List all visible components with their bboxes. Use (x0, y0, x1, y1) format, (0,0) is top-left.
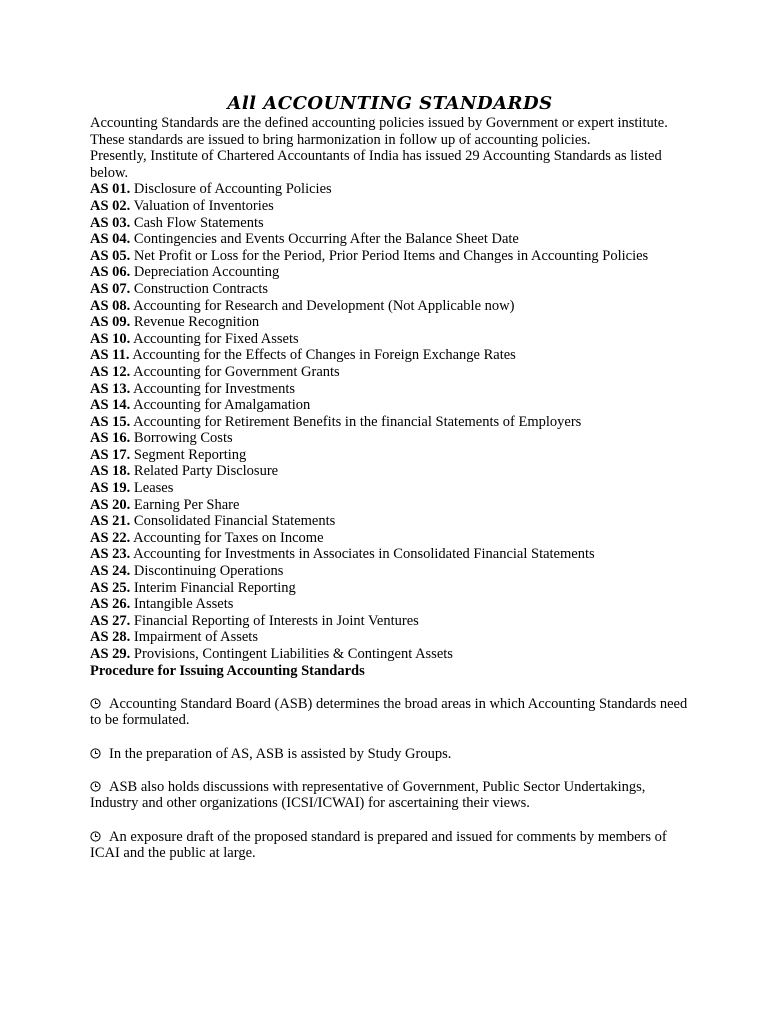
procedure-text: An exposure draft of the proposed standard is prepared and issued for comments by members of ICAI and the public at large. (90, 828, 667, 862)
standard-name: Impairment of Assets (133, 629, 258, 646)
standard-item (90, 281, 690, 298)
standard-code: AS 25. (90, 579, 131, 596)
standard-item (90, 364, 690, 381)
standard-name: Disclosure of Accounting Policies (133, 181, 332, 198)
standard-code: AS 11. (90, 347, 130, 364)
standard-name: Segment Reporting (133, 446, 247, 463)
clock-icon (90, 831, 101, 842)
standard-item (90, 314, 690, 331)
standard-code: AS 02. (90, 197, 131, 214)
standard-item (90, 430, 690, 447)
standard-code: AS 06. (90, 264, 131, 281)
standard-name: Accounting for Taxes on Income (133, 529, 324, 546)
standard-code: AS 19. (90, 480, 131, 497)
standard-item (90, 497, 690, 514)
standard-item (90, 596, 690, 613)
standards-list (90, 181, 690, 662)
standard-item (90, 248, 690, 265)
standard-name: Interim Financial Reporting (133, 579, 296, 596)
standard-code: AS 16. (90, 430, 131, 447)
standard-item (90, 231, 690, 248)
standard-item (90, 580, 690, 597)
clock-icon (90, 748, 101, 759)
standard-item (90, 331, 690, 348)
procedure-list (90, 696, 690, 862)
standard-name: Cash Flow Statements (133, 214, 264, 231)
standard-code: AS 27. (90, 612, 131, 629)
standard-item (90, 181, 690, 198)
standard-name: Financial Reporting of Interests in Joint Ventures (133, 612, 419, 629)
standard-name: Contingencies and Events Occurring After the Balance Sheet Date (133, 231, 519, 248)
standard-item (90, 447, 690, 464)
standard-code: AS 22. (90, 529, 131, 546)
standard-code: AS 01. (90, 181, 131, 198)
document-title: All ACCOUNTING STANDARDS (227, 93, 553, 114)
standard-name: Revenue Recognition (133, 314, 260, 331)
standard-code: AS 15. (90, 413, 131, 430)
standard-name: Accounting for the Effects of Changes in Foreign Exchange Rates (132, 347, 516, 364)
procedure-item (90, 779, 690, 812)
standard-code: AS 26. (90, 596, 131, 613)
standard-item (90, 414, 690, 431)
standard-item (90, 546, 690, 563)
standard-code: AS 12. (90, 363, 131, 380)
standard-code: AS 18. (90, 463, 131, 480)
standard-name: Accounting for Investments in Associates in Consolidated Financial Statements (133, 546, 595, 563)
standard-code: AS 20. (90, 496, 131, 513)
standard-item (90, 629, 690, 646)
standard-name: Provisions, Contingent Liabilities & Contingent Assets (133, 646, 453, 662)
standard-code: AS 29. (90, 646, 131, 662)
standard-code: AS 08. (90, 297, 131, 314)
standard-name: Consolidated Financial Statements (133, 513, 336, 530)
standard-code: AS 23. (90, 546, 131, 563)
standard-code: AS 05. (90, 247, 131, 264)
standard-code: AS 03. (90, 214, 131, 231)
intro-paragraph-2: Presently, Institute of Chartered Accountants of India has issued 29 Accounting Standards as listed below. (90, 148, 662, 181)
standard-code: AS 04. (90, 231, 131, 248)
standard-name: Intangible Assets (133, 596, 234, 613)
standard-name: Construction Contracts (133, 280, 269, 297)
procedure-text: Accounting Standard Board (ASB) determines the broad areas in which Accounting Standards need to be formulated. (90, 695, 688, 729)
standard-name: Accounting for Investments (133, 380, 296, 397)
standard-name: Leases (133, 480, 174, 497)
procedure-text: In the preparation of AS, ASB is assisted by Study Groups. (109, 745, 452, 762)
standard-item (90, 480, 690, 497)
standard-item (90, 646, 690, 663)
standard-name: Depreciation Accounting (133, 264, 280, 281)
standard-item (90, 513, 690, 530)
standard-code: AS 28. (90, 629, 131, 646)
standard-item (90, 347, 690, 364)
standard-item (90, 381, 690, 398)
standard-item (90, 215, 690, 232)
document-page (90, 94, 690, 862)
standard-name: Discontinuing Operations (133, 563, 284, 580)
standard-code: AS 09. (90, 314, 131, 331)
standard-code: AS 21. (90, 513, 131, 530)
standard-name: Accounting for Research and Development (Not Applicable now) (133, 297, 515, 314)
standard-code: AS 17. (90, 446, 131, 463)
standard-code: AS 24. (90, 563, 131, 580)
standard-item (90, 264, 690, 281)
standard-code: AS 14. (90, 397, 131, 414)
procedure-heading: Procedure for Issuing Accounting Standards (90, 662, 365, 679)
standard-name: Related Party Disclosure (133, 463, 279, 480)
procedure-item (90, 746, 690, 763)
standard-code: AS 13. (90, 380, 131, 397)
standard-item (90, 563, 690, 580)
standard-item (90, 613, 690, 630)
standard-name: Valuation of Inventories (133, 197, 274, 214)
standard-name: Accounting for Fixed Assets (133, 330, 299, 347)
standard-name: Earning Per Share (133, 496, 240, 513)
standard-name: Net Profit or Loss for the Period, Prior Period Items and Changes in Accounting Policies (133, 247, 649, 264)
standard-item (90, 198, 690, 215)
intro-paragraph-1: Accounting Standards are the defined accounting policies issued by Government or expert institute. These standards are issued to bring harmonization in follow up of accounting policies. (90, 115, 668, 148)
procedure-item (90, 696, 690, 729)
standard-name: Accounting for Amalgamation (133, 397, 311, 414)
standard-item (90, 298, 690, 315)
procedure-item (90, 829, 690, 862)
standard-name: Accounting for Government Grants (133, 363, 340, 380)
standard-code: AS 10. (90, 330, 131, 347)
standard-name: Borrowing Costs (133, 430, 233, 447)
standard-item (90, 463, 690, 480)
clock-icon (90, 781, 101, 792)
standard-code: AS 07. (90, 280, 131, 297)
standard-item (90, 397, 690, 414)
standard-name: Accounting for Retirement Benefits in the financial Statements of Employers (133, 413, 582, 430)
procedure-text: ASB also holds discussions with representative of Government, Public Sector Undertakings, Industry and other organizations (ICSI/ICWAI) for ascertaining their views. (90, 778, 646, 812)
clock-icon (90, 698, 101, 709)
standard-item (90, 530, 690, 547)
